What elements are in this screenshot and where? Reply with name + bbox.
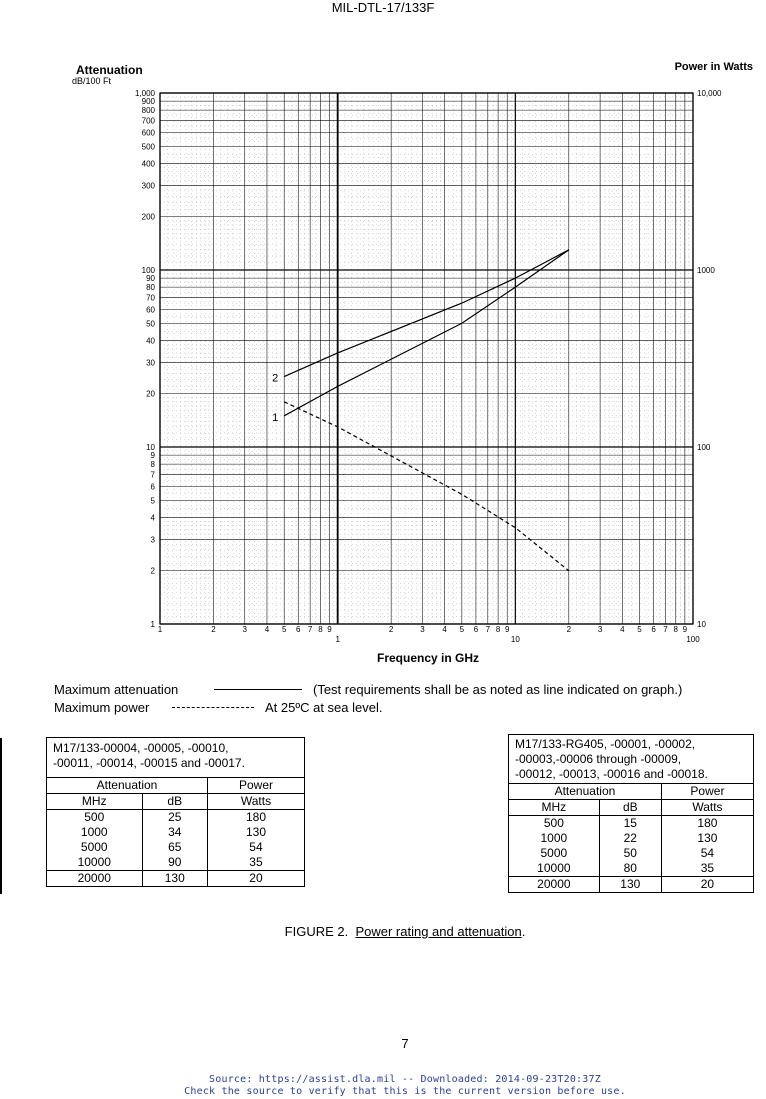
grid-major (160, 93, 693, 624)
table-row (509, 846, 754, 861)
table-right-col-watts: Watts (661, 800, 753, 816)
x-tick-label: 4 (264, 625, 270, 634)
y-tick-label: 9 (150, 451, 155, 461)
x-tick-label: 2 (211, 625, 216, 634)
table-row (47, 855, 305, 871)
x-tick-label: 7 (307, 625, 313, 634)
x-tick-label: 4 (442, 625, 447, 634)
x-tick-label: 5 (281, 625, 287, 634)
y-tick-label: 600 (141, 128, 155, 138)
x-tick-label: 9 (504, 625, 510, 634)
figure-caption-prefix: FIGURE 2. (284, 924, 356, 939)
table-cell: 25 (142, 810, 207, 826)
table-row (47, 840, 305, 855)
x-tick-label: 3 (597, 625, 603, 634)
y-axis-label: Attenuation (76, 63, 143, 77)
table-left-col-mhz: MHz (47, 794, 143, 810)
y2-tick-label: 1000 (697, 266, 715, 275)
y-tick-label: 300 (141, 181, 155, 191)
legend-attenuation-note: (Test requirements shall be as noted as line indicated on graph.) (313, 682, 683, 697)
y-tick-label: 500 (141, 142, 155, 152)
plot-frame (160, 93, 693, 624)
series-line-attenuation-1 (284, 250, 569, 416)
y2-tick-label: 10 (697, 620, 706, 629)
x-tick-label: 8 (673, 625, 679, 634)
y-tick-label: 3 (150, 535, 155, 545)
x-tick-label: 5 (637, 625, 642, 634)
table-cell: 20 (207, 871, 304, 887)
table-row (47, 825, 305, 840)
table-right-caption: M17/133-RG405, -00001, -00002, -00003,-00006 through -00009, -00012, -00013, -00016 and -00018. (509, 735, 754, 784)
grid-minor (160, 93, 693, 624)
legend-power-label: Maximum power (54, 700, 150, 715)
table-row (47, 871, 305, 887)
download-footer (0, 1074, 766, 1098)
legend-solid-line-sample (214, 689, 302, 690)
series-label-2: 2 (272, 372, 279, 385)
legend-power-note: At 25ºC at sea level. (265, 700, 383, 715)
x-tick-label: 4 (620, 625, 625, 634)
y-tick-label: 700 (141, 116, 155, 126)
table-row (509, 831, 754, 846)
figure-caption-title: Power rating and attenuation (355, 924, 522, 939)
legend-dashed-line-sample (172, 707, 254, 708)
table-cell: 500 (47, 810, 143, 826)
table-cell: 180 (207, 810, 304, 826)
table-right-body (509, 816, 754, 893)
figure-caption (0, 924, 766, 939)
y-tick-label: 6 (150, 482, 155, 492)
table-left-caption: M17/133-00004, -00005, -00010, -00011, -00014, -00015 and -00017. (47, 738, 305, 778)
table-row (47, 810, 305, 826)
x-tick-label: 2 (388, 625, 394, 634)
x-tick-label: 5 (459, 625, 465, 634)
table-left-group-header-power: Power (207, 778, 304, 794)
x-tick-label: 8 (318, 625, 323, 634)
x-tick-label: 3 (420, 625, 425, 634)
y-tick-label: 8 (150, 460, 155, 470)
y-tick-label: 10 (146, 443, 155, 452)
x-tick-label: 100 (686, 635, 700, 644)
series-layer (272, 250, 569, 571)
table-cell: 10000 (509, 861, 600, 877)
x-tick-label: 7 (485, 625, 491, 634)
table-cell: 130 (599, 877, 661, 893)
table-cell: 130 (207, 825, 304, 840)
table-cell: 1000 (509, 831, 600, 846)
x-axis-label: Frequency in GHz (376, 651, 480, 665)
x-tick-label: 3 (242, 625, 247, 634)
y-axis-units-label: dB/100 Ft (72, 76, 112, 86)
document-header: MIL-DTL-17/133F (331, 0, 435, 15)
x-tick-label: 1 (335, 635, 340, 644)
y-tick-label: 40 (146, 336, 155, 346)
series-label-1: 1 (272, 411, 279, 424)
table-right-group-header-power: Power (661, 784, 753, 800)
margin-change-bar (0, 738, 2, 894)
x-tick-label: 2 (566, 625, 572, 634)
table-cell: 90 (142, 855, 207, 871)
table-cell: 35 (207, 855, 304, 871)
y2-tick-label: 100 (697, 443, 711, 452)
x-tick-label: 6 (296, 625, 301, 634)
table-cell: 65 (142, 840, 207, 855)
y2-tick-labels (697, 89, 722, 629)
table-left-body (47, 810, 305, 887)
table-cell: 50 (599, 846, 661, 861)
table-right-group-header-attenuation: Attenuation (509, 784, 662, 800)
table-cell: 130 (661, 831, 753, 846)
y2-tick-label: 10,000 (697, 89, 722, 98)
legend-attenuation-label: Maximum attenuation (54, 682, 179, 697)
table-cell: 22 (599, 831, 661, 846)
y-tick-label: 800 (141, 106, 155, 116)
table-cell: 34 (142, 825, 207, 840)
table-cell: 15 (599, 816, 661, 832)
table-cell: 1000 (47, 825, 143, 840)
figure-caption-suffix: . (521, 924, 526, 939)
table-cell: 10000 (47, 855, 143, 871)
y-tick-label: 7 (150, 470, 155, 480)
x-tick-label: 6 (473, 625, 479, 634)
footer-verify-line: Check the source to verify that this is the current version before use. (184, 1086, 626, 1097)
x-tick-label: 1 (157, 625, 163, 634)
x-tick-label: 8 (495, 625, 501, 634)
table-left-group-header-attenuation: Attenuation (47, 778, 208, 794)
y-tick-label: 20 (146, 389, 155, 399)
table-row (509, 861, 754, 877)
y-tick-label: 1,000 (134, 89, 155, 98)
y-tick-label: 1 (150, 620, 155, 629)
series-line-attenuation-2 (284, 250, 569, 377)
x-tick-label: 9 (327, 625, 332, 634)
table-right-col-db: dB (599, 800, 661, 816)
y-tick-label: 90 (146, 274, 155, 284)
y-tick-label: 80 (146, 283, 155, 293)
footer-source-line: Source: https://assist.dla.mil -- Downloaded: 2014-09-23T20:37Z (209, 1074, 601, 1085)
y-tick-label: 2 (150, 566, 155, 576)
spec-table-left (46, 737, 305, 887)
x-tick-label: 9 (682, 625, 688, 634)
y2-axis-label: Power in Watts (674, 61, 753, 73)
table-right-col-mhz: MHz (509, 800, 600, 816)
y-tick-labels (135, 89, 156, 629)
y-tick-label: 70 (146, 293, 155, 303)
y-tick-label: 900 (141, 97, 155, 107)
table-cell: 54 (661, 846, 753, 861)
table-row (509, 877, 754, 893)
x-tick-label: 7 (663, 625, 668, 634)
y-tick-label: 30 (146, 358, 155, 368)
table-row (509, 816, 754, 832)
page-number: 7 (401, 1036, 409, 1051)
table-cell: 180 (661, 816, 753, 832)
table-cell: 54 (207, 840, 304, 855)
y-tick-label: 100 (141, 266, 155, 275)
y-tick-label: 400 (141, 159, 155, 169)
spec-table-right (508, 734, 754, 893)
y-tick-label: 60 (146, 305, 155, 315)
x-tick-label: 10 (510, 635, 520, 644)
table-cell: 5000 (509, 846, 600, 861)
table-cell: 35 (661, 861, 753, 877)
x-tick-label: 6 (651, 625, 656, 634)
y-tick-label: 200 (141, 212, 155, 222)
y-tick-label: 50 (146, 319, 155, 329)
table-left-col-watts: Watts (207, 794, 304, 810)
table-cell: 80 (599, 861, 661, 877)
y-tick-label: 4 (150, 513, 155, 523)
y-tick-label: 5 (150, 496, 155, 506)
table-left-col-db: dB (142, 794, 207, 810)
table-cell: 20 (661, 877, 753, 893)
table-cell: 5000 (47, 840, 143, 855)
table-cell: 20000 (47, 871, 143, 887)
table-cell: 130 (142, 871, 207, 887)
x-tick-labels (158, 625, 700, 644)
table-cell: 500 (509, 816, 600, 832)
table-cell: 20000 (509, 877, 600, 893)
